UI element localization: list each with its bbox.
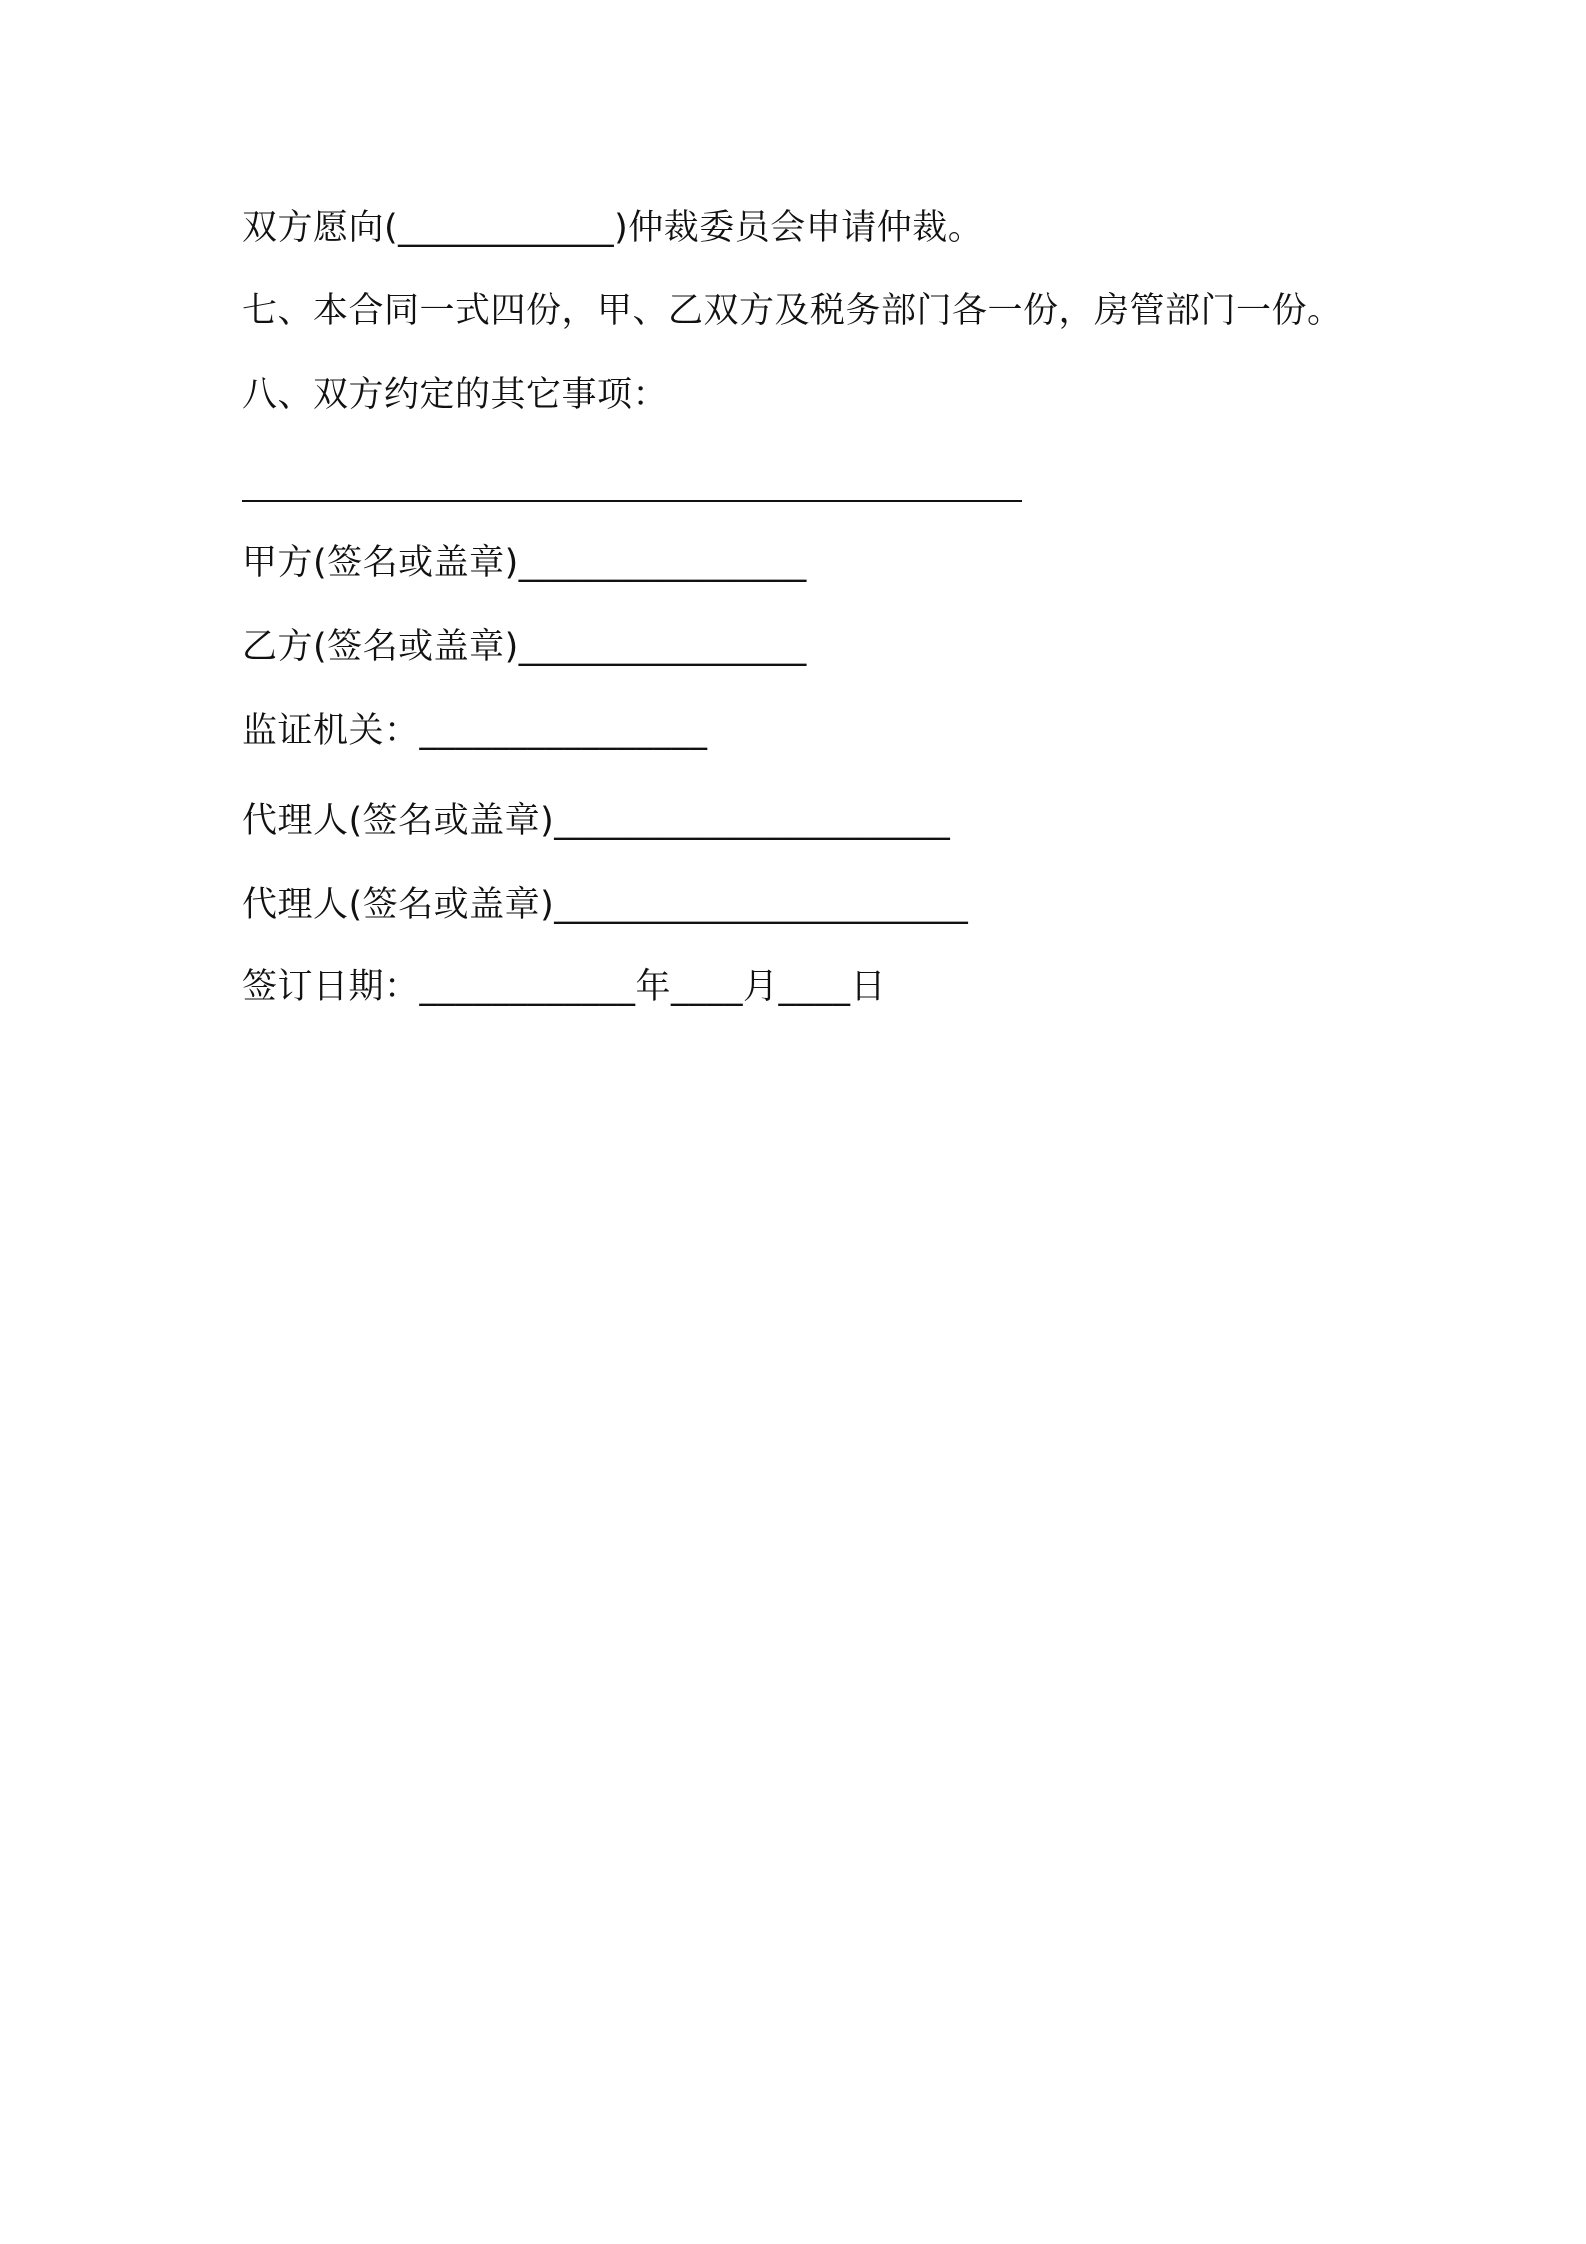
supervising-authority: 监证机关：________________ [242, 711, 708, 751]
arbitration-clause: 双方愿向(____________)仲裁委员会申请仲裁。 [242, 208, 984, 248]
agent-signature-2: 代理人(签名或盖章)_______________________ [242, 885, 969, 925]
signing-date: 签订日期：____________年____月____日 [242, 967, 887, 1007]
other-matters-heading: 八、双方约定的其它事项： [242, 375, 669, 415]
copies-clause: 七、本合同一式四份，甲、乙双方及税务部门各一份，房管部门一份。 [242, 291, 1343, 331]
party-b-signature: 乙方(签名或盖章)________________ [242, 627, 807, 667]
agent-signature-1: 代理人(签名或盖章)______________________ [242, 801, 951, 841]
other-matters-blank-line [242, 500, 1022, 502]
party-a-signature: 甲方(签名或盖章)________________ [242, 543, 807, 583]
